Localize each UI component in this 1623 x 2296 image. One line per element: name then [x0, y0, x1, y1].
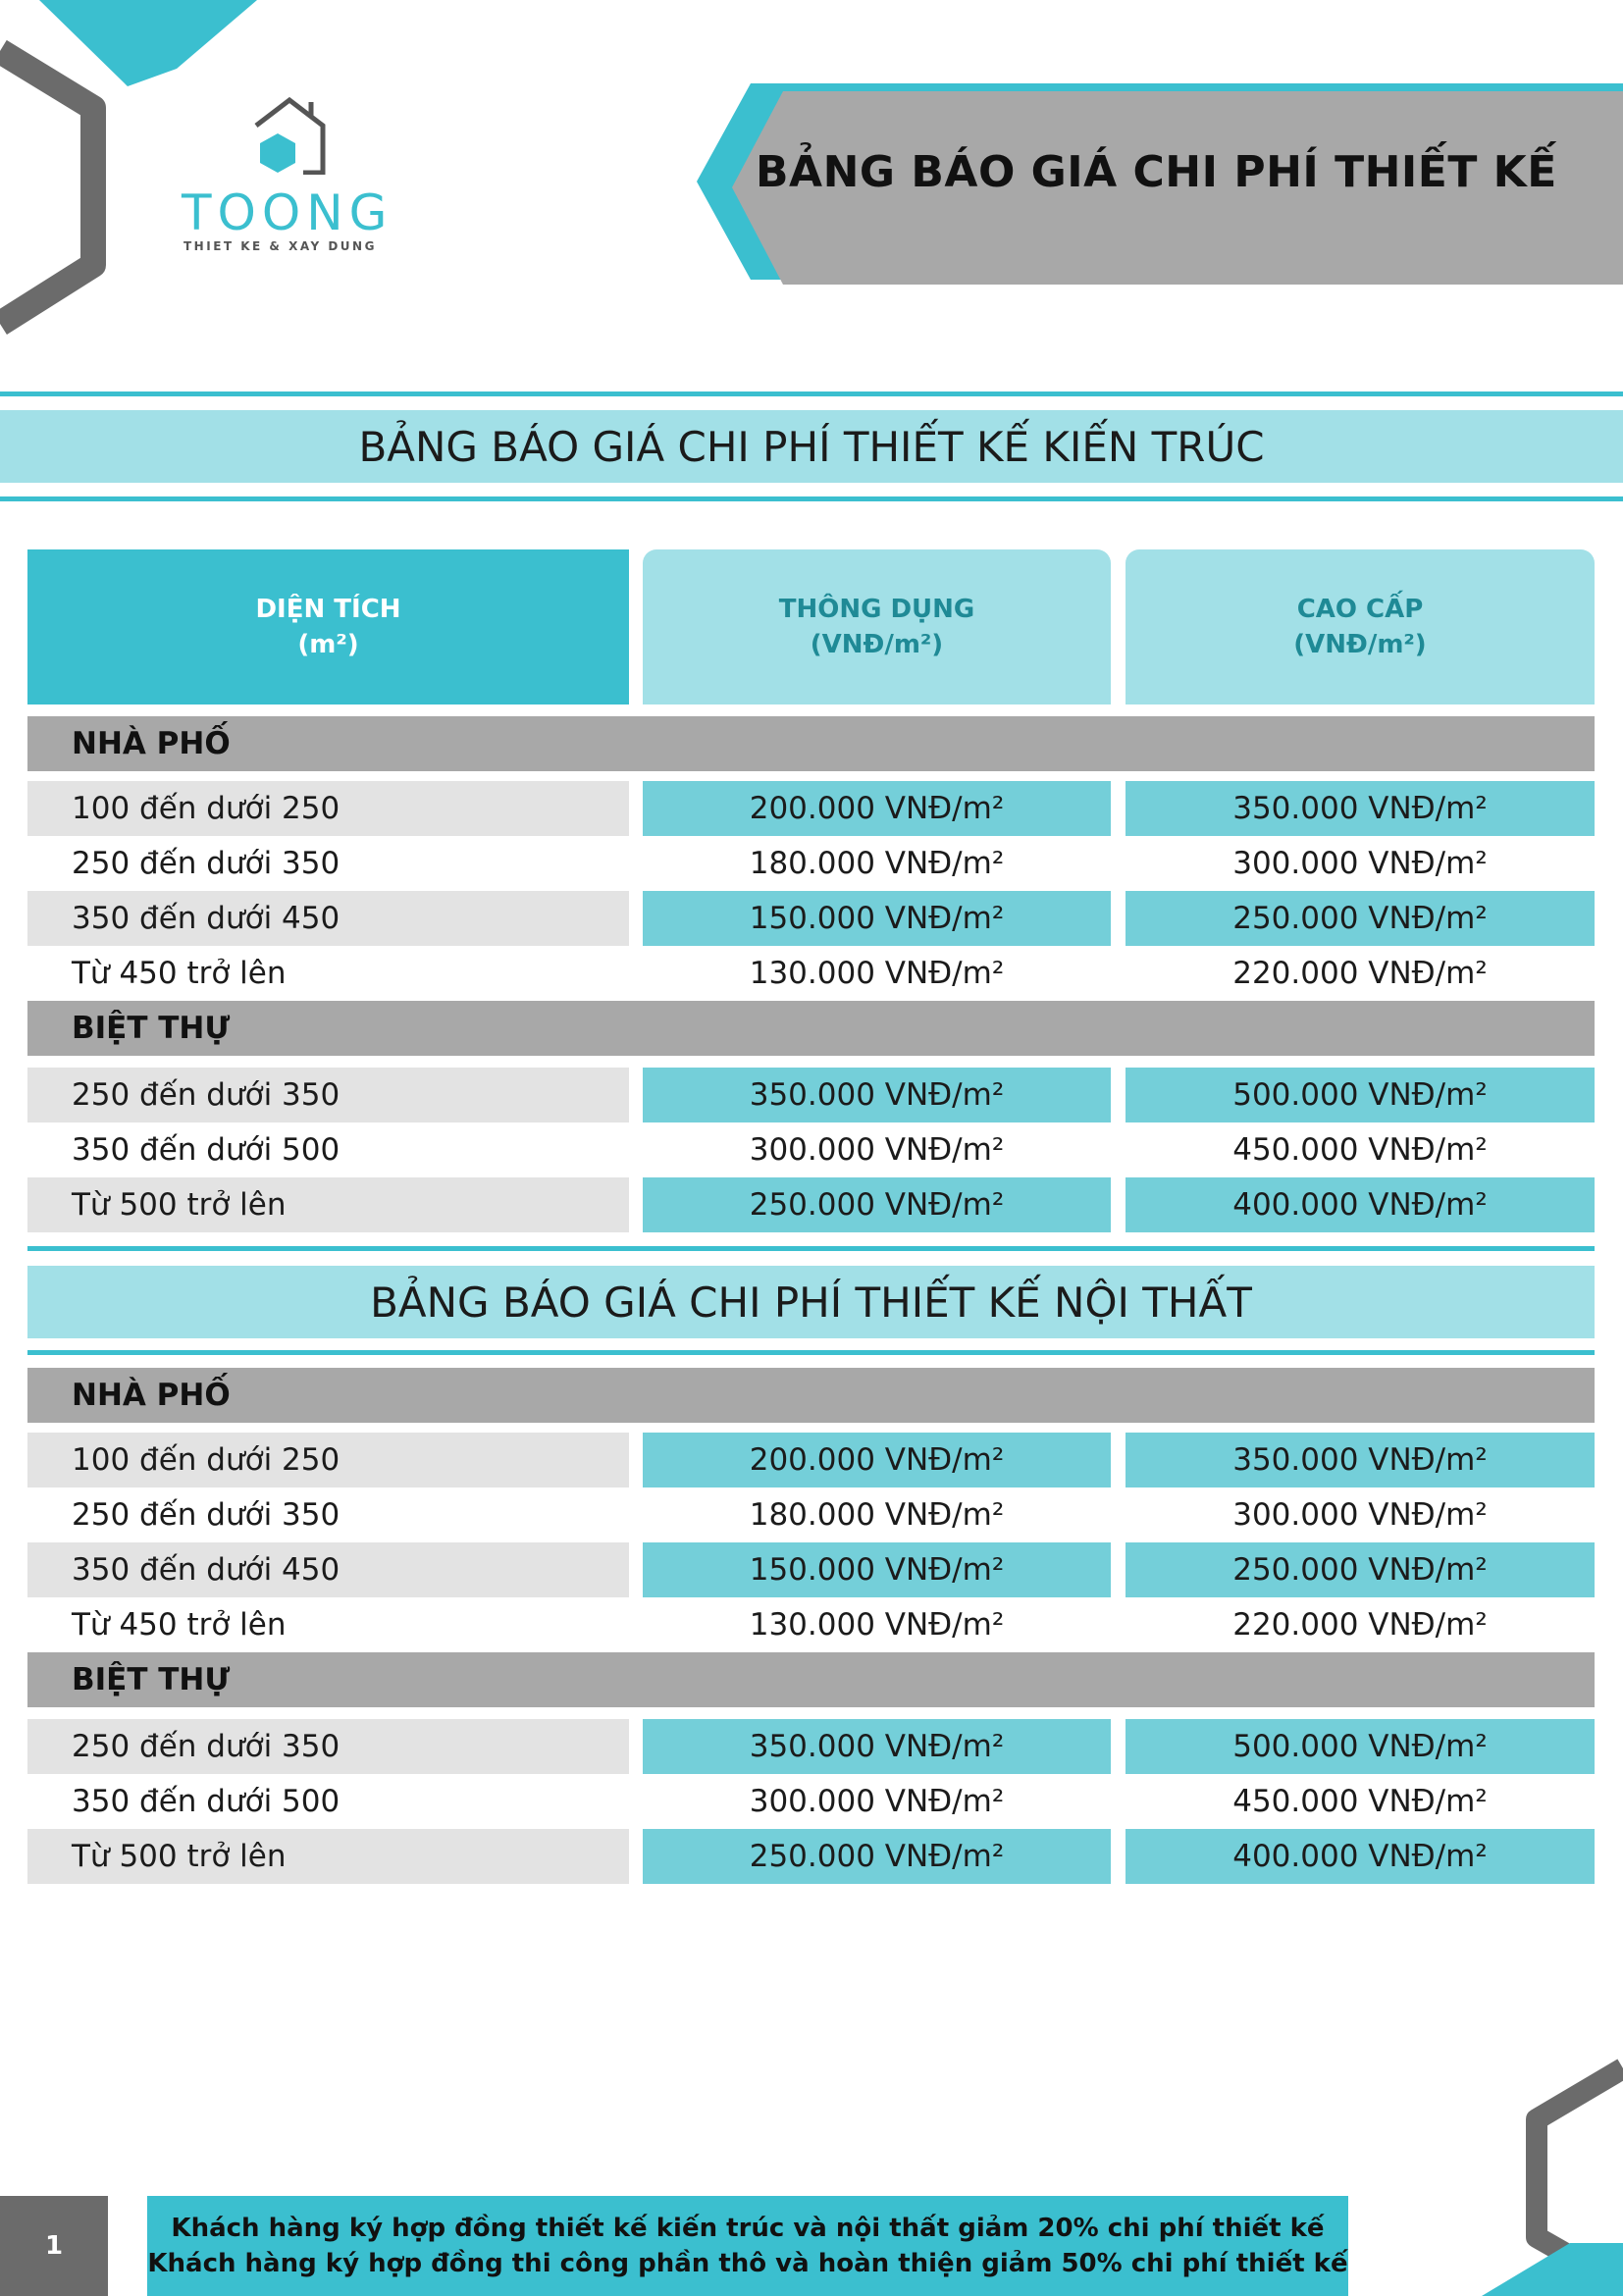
- area-text: 350 đến dưới 450: [72, 901, 340, 936]
- premium-price-cell: 300.000 VNĐ/m²: [1232, 1497, 1488, 1533]
- standard-price-cell: 300.000 VNĐ/m²: [749, 1784, 1005, 1819]
- category-label: NHÀ PHỐ: [72, 1378, 231, 1413]
- area-cell: [27, 1542, 629, 1597]
- area-text: 250 đến dưới 350: [72, 846, 340, 881]
- category-label: BIỆT THỰ: [72, 1662, 231, 1697]
- page-number: 1: [0, 2196, 108, 2296]
- standard-price-cell: 180.000 VNĐ/m²: [749, 846, 1005, 881]
- section-title-text: BẢNG BÁO GIÁ CHI PHÍ THIẾT KẾ NỘI THẤT: [370, 1278, 1252, 1327]
- standard-price-cell: 250.000 VNĐ/m²: [643, 1829, 1111, 1884]
- section-title-text: BẢNG BÁO GIÁ CHI PHÍ THIẾT KẾ KIẾN TRÚC: [358, 422, 1265, 471]
- brand-name: TOONG: [182, 184, 393, 241]
- premium-price-cell: 400.000 VNĐ/m²: [1126, 1829, 1595, 1884]
- premium-price-cell: 500.000 VNĐ/m²: [1126, 1719, 1595, 1774]
- area-cell: [27, 1122, 629, 1177]
- section-divider: [0, 496, 1623, 501]
- column-header-label: DIỆN TÍCH: [255, 595, 401, 624]
- standard-price-cell: 200.000 VNĐ/m²: [643, 781, 1111, 836]
- category-row-townhouse: [27, 716, 1595, 771]
- premium-price-cell: 220.000 VNĐ/m²: [1232, 956, 1488, 991]
- area-text: 350 đến dưới 450: [72, 1552, 340, 1588]
- discount-note-line: Khách hàng ký hợp đồng thi công phần thô và hoàn thiện giảm 50% chi phí thiết kế: [147, 2249, 1348, 2278]
- area-cell: [27, 1487, 629, 1542]
- premium-price-cell: 300.000 VNĐ/m²: [1232, 846, 1488, 881]
- area-text: 100 đến dưới 250: [72, 791, 340, 826]
- column-header-area: [27, 549, 629, 704]
- standard-price-cell: 130.000 VNĐ/m²: [749, 956, 1005, 991]
- brand-tagline: THIET KE & XAY DUNG: [183, 239, 377, 253]
- house-hexagon-icon: [250, 96, 329, 175]
- area-text: Từ 500 trở lên: [72, 1187, 287, 1223]
- page-title: BẢNG BÁO GIÁ CHI PHÍ THIẾT KẾ: [756, 147, 1557, 197]
- standard-price-cell: 250.000 VNĐ/m²: [643, 1177, 1111, 1232]
- premium-price-cell: 500.000 VNĐ/m²: [1126, 1068, 1595, 1122]
- standard-price-cell: 180.000 VNĐ/m²: [749, 1497, 1005, 1533]
- area-text: 100 đến dưới 250: [72, 1442, 340, 1478]
- area-cell: [27, 1068, 629, 1122]
- premium-price-cell: 450.000 VNĐ/m²: [1232, 1132, 1488, 1168]
- brand-logo: [182, 96, 407, 263]
- area-text: 250 đến dưới 350: [72, 1729, 340, 1764]
- area-cell: [27, 1829, 629, 1884]
- section-divider: [0, 391, 1623, 396]
- standard-price-cell: 150.000 VNĐ/m²: [643, 891, 1111, 946]
- area-cell: [27, 781, 629, 836]
- premium-price-cell: 250.000 VNĐ/m²: [1126, 891, 1595, 946]
- premium-price-cell: 400.000 VNĐ/m²: [1126, 1177, 1595, 1232]
- column-header-standard: [643, 549, 1111, 704]
- standard-price-cell: 300.000 VNĐ/m²: [749, 1132, 1005, 1168]
- premium-price-cell: 250.000 VNĐ/m²: [1126, 1542, 1595, 1597]
- area-cell: [27, 1177, 629, 1232]
- area-text: 250 đến dưới 350: [72, 1497, 340, 1533]
- section-divider: [27, 1246, 1595, 1251]
- area-text: 350 đến dưới 500: [72, 1132, 340, 1168]
- discount-note: [147, 2196, 1348, 2296]
- category-label: BIỆT THỰ: [72, 1011, 231, 1046]
- section-title-architecture: [0, 410, 1623, 483]
- standard-price-cell: 150.000 VNĐ/m²: [643, 1542, 1111, 1597]
- premium-price-cell: 450.000 VNĐ/m²: [1232, 1784, 1488, 1819]
- column-header-unit: (m²): [297, 630, 359, 659]
- premium-price-cell: 350.000 VNĐ/m²: [1126, 1433, 1595, 1487]
- area-text: Từ 450 trở lên: [72, 956, 287, 991]
- category-row-villa: [27, 1001, 1595, 1056]
- standard-price-cell: 130.000 VNĐ/m²: [749, 1607, 1005, 1643]
- area-text: Từ 450 trở lên: [72, 1607, 287, 1643]
- premium-price-cell: 220.000 VNĐ/m²: [1232, 1607, 1488, 1643]
- column-header-label: CAO CẤP: [1296, 595, 1424, 624]
- area-cell: [27, 1597, 629, 1652]
- column-header-unit: (VNĐ/m²): [810, 630, 944, 659]
- section-divider: [27, 1350, 1595, 1355]
- corner-decoration-bottom-right: [1462, 2051, 1623, 2296]
- category-row-townhouse: [27, 1368, 1595, 1423]
- area-cell: [27, 836, 629, 891]
- standard-price-cell: 350.000 VNĐ/m²: [643, 1719, 1111, 1774]
- section-title-interior: [27, 1266, 1595, 1338]
- column-header-premium: [1126, 549, 1595, 704]
- area-cell: [27, 1719, 629, 1774]
- area-text: 250 đến dưới 350: [72, 1077, 340, 1113]
- standard-price-cell: 350.000 VNĐ/m²: [643, 1068, 1111, 1122]
- area-cell: [27, 1774, 629, 1829]
- column-header-unit: (VNĐ/m²): [1293, 630, 1427, 659]
- area-cell: [27, 946, 629, 1001]
- area-text: Từ 500 trở lên: [72, 1839, 287, 1874]
- area-text: 350 đến dưới 500: [72, 1784, 340, 1819]
- area-cell: [27, 891, 629, 946]
- standard-price-cell: 200.000 VNĐ/m²: [643, 1433, 1111, 1487]
- category-label: NHÀ PHỐ: [72, 726, 231, 761]
- category-row-villa: [27, 1652, 1595, 1707]
- premium-price-cell: 350.000 VNĐ/m²: [1126, 781, 1595, 836]
- column-header-label: THÔNG DỤNG: [778, 595, 975, 624]
- discount-note-line: Khách hàng ký hợp đồng thiết kế kiến trúc và nội thất giảm 20% chi phí thiết kế: [171, 2214, 1325, 2243]
- area-cell: [27, 1433, 629, 1487]
